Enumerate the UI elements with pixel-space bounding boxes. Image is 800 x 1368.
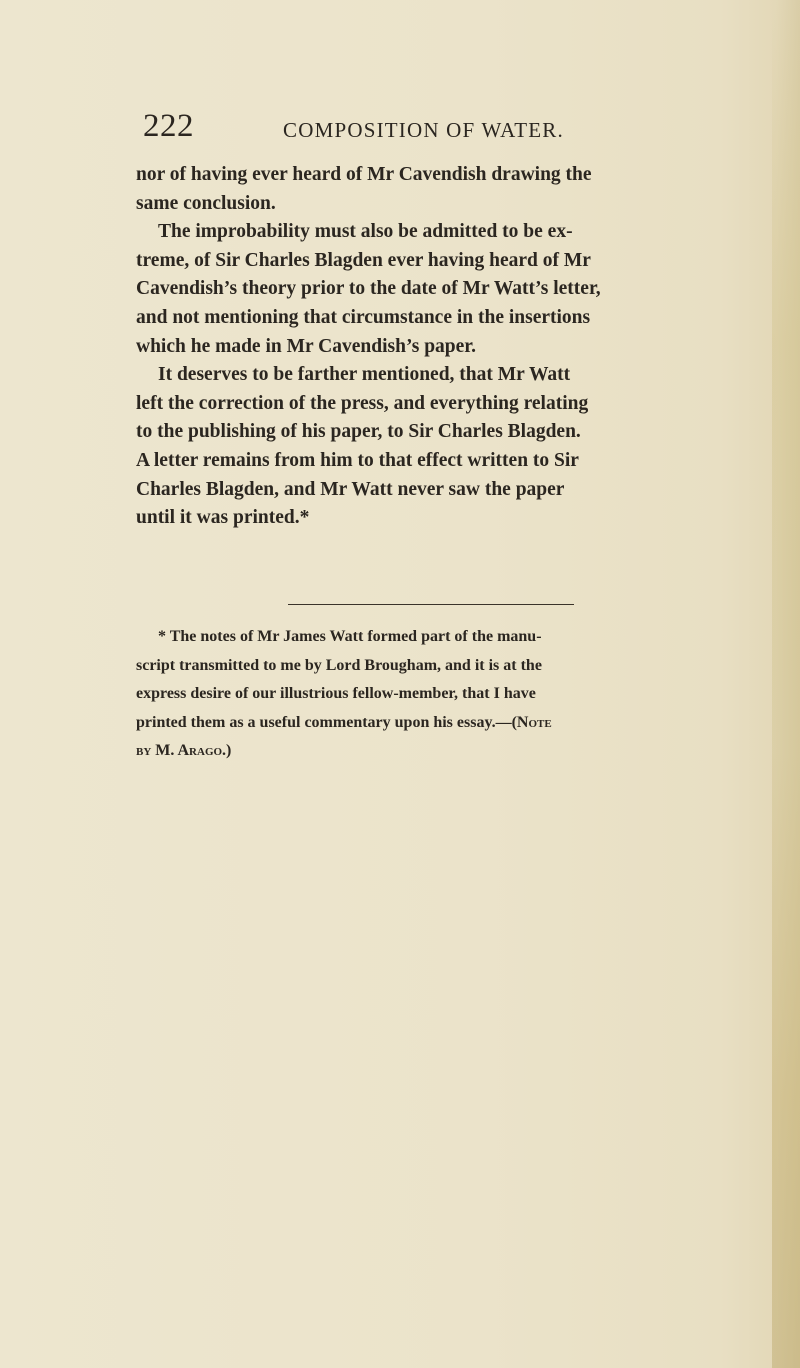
body-line: left the correction of the press, and everything relating — [136, 392, 589, 414]
footnote-divider — [288, 604, 574, 605]
body-line: The improbability must also be admitted to be ex- — [158, 221, 573, 243]
page-edge-stain — [772, 0, 800, 1368]
footnote-line — [136, 711, 740, 740]
running-title: COMPOSITION OF WATER. — [283, 118, 564, 142]
body-line: treme, of Sir Charles Blagden ever having heard of Mr — [136, 249, 591, 271]
body-line: It deserves to be farther mentioned, that Mr Watt — [158, 364, 571, 386]
footnote — [136, 625, 740, 768]
page-header — [143, 108, 663, 152]
footnote-line: by M. Arago.) — [136, 742, 232, 760]
body-line: A letter remains from him to that effect written to Sir — [136, 449, 579, 471]
body-line: which he made in Mr Cavendish’s paper. — [136, 335, 477, 357]
body-line: Cavendish’s theory prior to the date of Mr Watt’s letter, — [136, 278, 601, 300]
footnote-line: express desire of our illustrious fellow-member, that I have — [136, 685, 536, 703]
body-line: Charles Blagden, and Mr Watt never saw the paper — [136, 478, 565, 500]
page-number: 222 — [143, 108, 194, 144]
footnote-line: script transmitted to me by Lord Brougham, and it is at the — [136, 656, 542, 674]
footnote-line: * The notes of Mr James Watt formed part of the manu- — [158, 628, 542, 645]
footnote-note-word: Note — [516, 713, 552, 731]
body-line: nor of having ever heard of Mr Cavendish drawing the — [136, 164, 592, 185]
body-line: to the publishing of his paper, to Sir Charles Blagden. — [136, 421, 581, 443]
body-line: until it was printed.* — [136, 507, 310, 529]
body-text — [136, 161, 740, 533]
body-line: and not mentioning that circumstance in the insertions — [136, 306, 591, 328]
body-line: same conclusion. — [136, 192, 276, 214]
footnote-line-text: printed them as a useful commentary upon his essay.—( — [136, 713, 517, 731]
